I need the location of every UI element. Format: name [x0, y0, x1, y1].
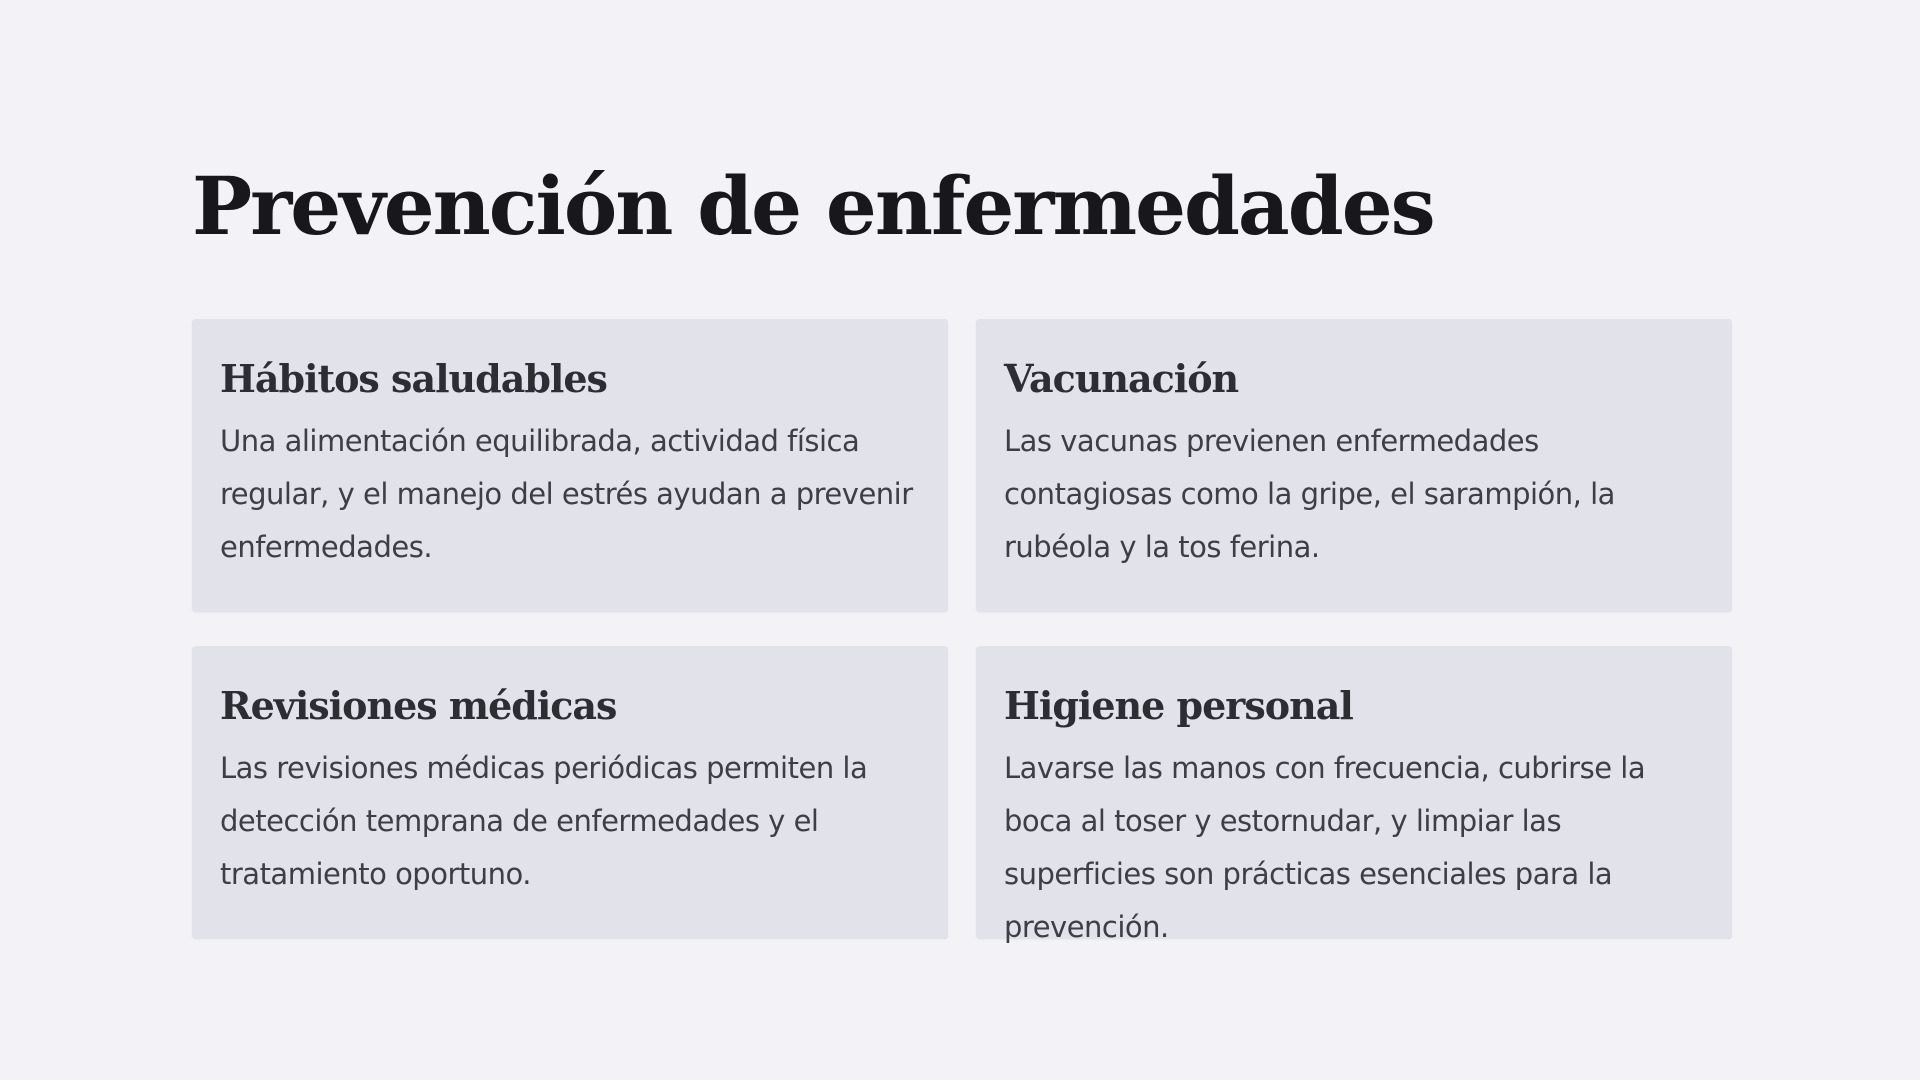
card-title-personal-hygiene: Higiene personal [1004, 683, 1353, 728]
card-title-medical-checkups: Revisiones médicas [220, 683, 617, 728]
card-vaccination [976, 319, 1732, 612]
card-title-vaccination: Vacunación [1004, 356, 1239, 401]
card-title-healthy-habits: Hábitos saludables [220, 356, 607, 401]
card-medical-checkups [192, 646, 948, 939]
card-text-medical-checkups: Las revisiones médicas periódicas permiten la detección temprana de enfermedades y el tratamiento oportuno. [220, 751, 868, 891]
prevention-card-grid [192, 319, 1732, 944]
card-healthy-habits [192, 319, 948, 612]
card-text-vaccination: Las vacunas previenen enfermedades contagiosas como la gripe, el sarampión, la rubéola y la tos ferina. [1004, 424, 1615, 564]
card-text-personal-hygiene: Lavarse las manos con frecuencia, cubrirse la boca al toser y estornudar, y limpiar las superficies son prácticas esenciales para la prevención. [1004, 751, 1646, 944]
slide-page [192, 0, 1732, 1080]
card-personal-hygiene [976, 646, 1732, 944]
page-title: Prevención de enfermedades [192, 159, 1434, 253]
card-text-healthy-habits: Una alimentación equilibrada, actividad física regular, y el manejo del estrés ayudan a prevenir enfermedades. [220, 424, 913, 564]
